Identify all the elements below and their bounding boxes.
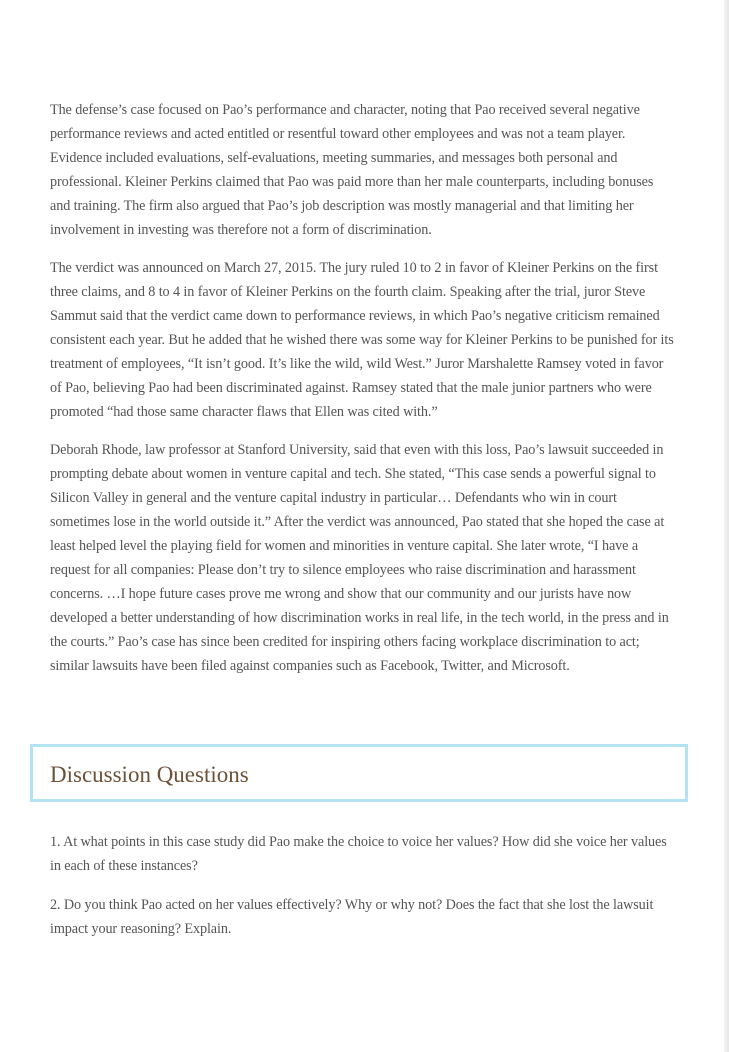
case-study-body [50,98,676,692]
paragraph-verdict: The verdict was announced on March 27, 2015. The jury ruled 10 to 2 in favor of Kleiner Perkins on the first three claims, and 8 to 4 in favor of Kleiner Perkins on the fourth claim. Speaking after the trial, juror Steve Sammut said that the verdict came down to performance reviews, in which Pao’s negative criticism remained consistent each year. But he added that he wished there was some way for Kleiner Perkins to be punished for its treatment of employees, “It isn’t good. It’s like the wild, wild West.” Juror Marshalette Ramsey voted in favor of Pao, believing Pao had been discriminated against. Ramsey stated that the male junior partners who were promoted “had those same character flaws that Ellen was cited with.” [50,260,674,420]
discussion-questions-list [50,830,676,956]
discussion-questions-heading: Discussion Questions [50,762,249,787]
discussion-questions-header-box [30,744,688,802]
question-1: 1. At what points in this case study did Pao make the choice to voice her values? How did she voice her values in each of these instances? [50,834,667,874]
paragraph-aftermath: Deborah Rhode, law professor at Stanford University, said that even with this loss, Pao’s lawsuit succeeded in prompting debate about women in venture capital and tech. She stated, “This case sends a powerful signal to Silicon Valley in general and the venture capital industry in particular… Defendants who win in court sometimes lose in the world outside it.” After the verdict was announced, Pao stated that she hoped the case at least helped level the playing field for women and minorities in venture capital. She later wrote, “I have a request for all companies: Please don’t try to silence employees who raise discrimination and harassment concerns. …I hope future cases prove me wrong and show that our community and our jurists have now developed a better understanding of how discrimination works in real life, in the tech world, in the press and in the courts.” Pao’s case has since been credited for inspiring others facing workplace discrimination to act; similar lawsuits have been filed against companies such as Facebook, Twitter, and Microsoft. [50,442,669,674]
paragraph-defense: The defense’s case focused on Pao’s performance and character, noting that Pao received several negative performance reviews and acted entitled or resentful toward other employees and was not a team player. Evidence included evaluations, self-evaluations, meeting summaries, and messages both personal and professional. Kleiner Perkins claimed that Pao was paid more than her male counterparts, including bonuses and training. The firm also argued that Pao’s job description was mostly managerial and that limiting her involvement in investing was therefore not a form of discrimination. [50,102,654,238]
page-edge [724,0,729,1052]
question-2: 2. Do you think Pao acted on her values effectively? Why or why not? Does the fact that she lost the lawsuit impact your reasoning? Explain. [50,897,654,937]
